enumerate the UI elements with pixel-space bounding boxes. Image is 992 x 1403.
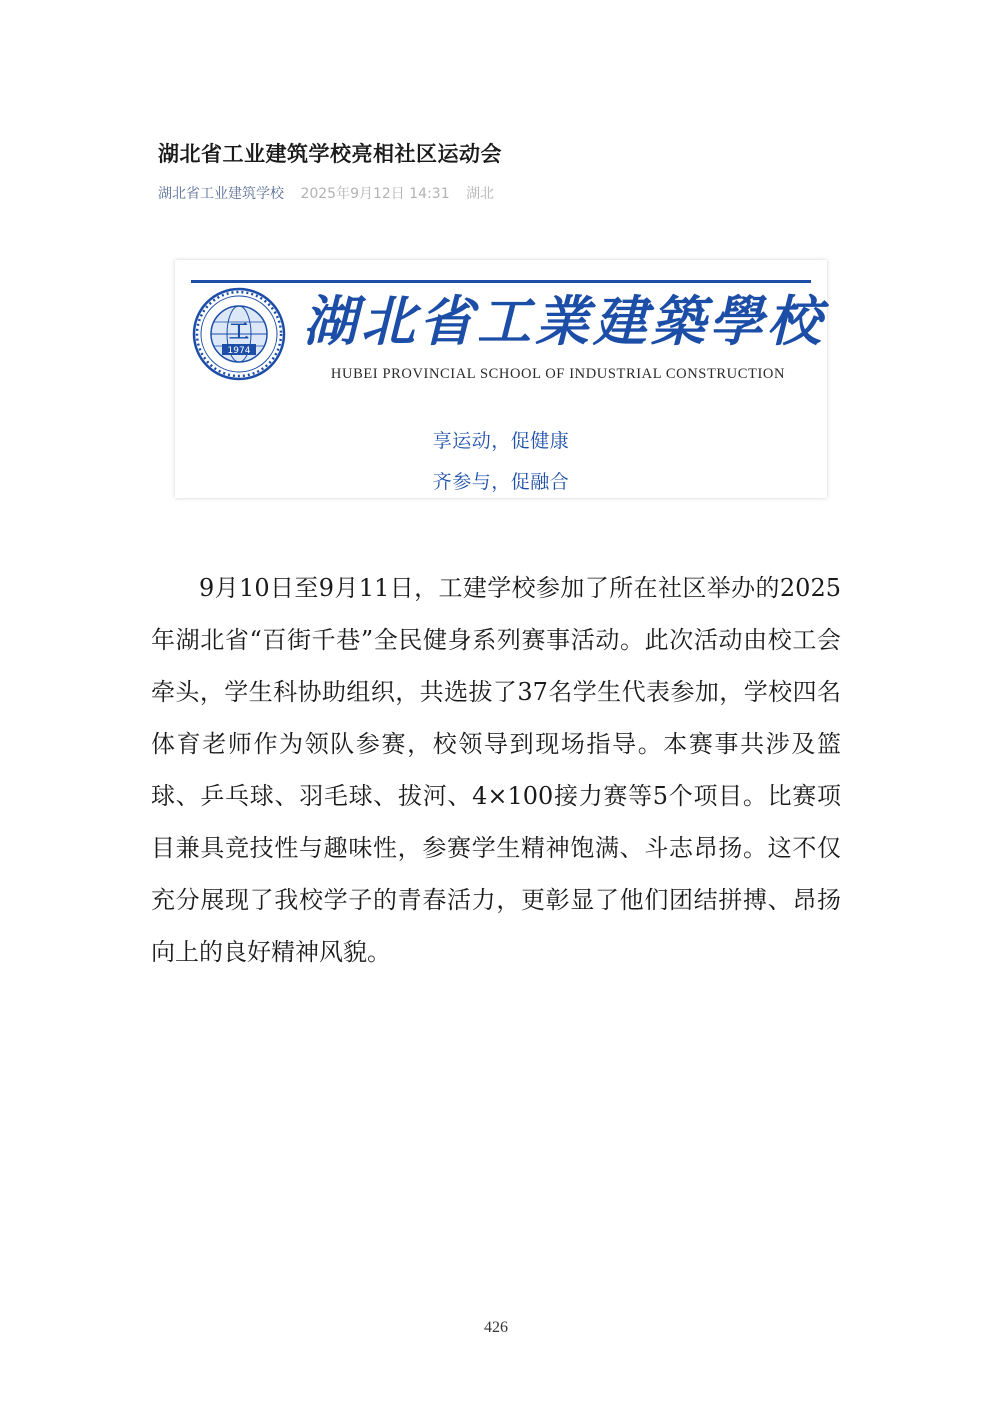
emblem-character: 工 bbox=[229, 319, 249, 343]
school-emblem-icon bbox=[189, 286, 289, 382]
school-banner-image bbox=[175, 260, 827, 498]
article-body-paragraph: 9月10日至9月11日，工建学校参加了所在社区举办的2025年湖北省“百街千巷”全民健身系列赛事活动。此次活动由校工会牵头，学生科协助组织，共选拔了37名学生代表参加，学校四名体育老师作为领队参赛，校领导到现场指导。本赛事共涉及篮球、乒乓球、羽毛球、拔河、4×100接力赛等5个项目。比赛项目兼具竞技性与趣味性，参赛学生精神饱满、斗志昂扬。这不仅充分展现了我校学子的青春活力，更彰显了他们团结拼搏、昂扬向上的良好精神风貌。 bbox=[151, 574, 841, 966]
article-title: 湖北省工业建筑学校亮相社区运动会 bbox=[158, 142, 502, 166]
article-region: 湖北 bbox=[466, 186, 495, 202]
article-date: 2025年9月12日 14:31 bbox=[300, 186, 450, 202]
article-source-link[interactable]: 湖北省工业建筑学校 bbox=[158, 186, 284, 202]
page-number: 426 bbox=[484, 1319, 508, 1336]
slogan-line-1: 享运动，促健康 bbox=[432, 430, 570, 452]
banner-top-rule bbox=[191, 280, 811, 283]
school-name-en: HUBEI PROVINCIAL SCHOOL OF INDUSTRIAL CONSTRUCTION bbox=[330, 366, 786, 382]
slogan-line-2: 齐参与，促融合 bbox=[432, 471, 570, 493]
article-meta bbox=[158, 183, 494, 203]
emblem-year: 1974 bbox=[227, 346, 251, 356]
school-name-cn: 湖北省工業建築學校 bbox=[303, 289, 825, 353]
